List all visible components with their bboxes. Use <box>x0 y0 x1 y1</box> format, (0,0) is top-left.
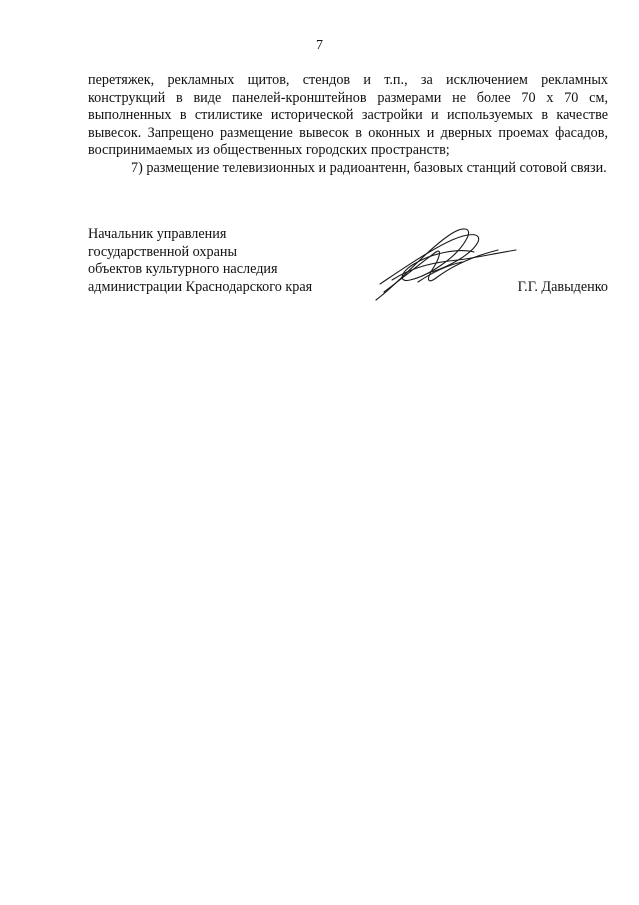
signatory-title-line: администрации Краснодарского края <box>88 278 313 295</box>
signatory-title-line: государственной охраны <box>88 243 238 260</box>
signatory-title-line: Начальник управления <box>88 226 227 242</box>
page-number: 7 <box>316 38 323 53</box>
signatory-title-line: объектов культурного наследия <box>88 261 278 278</box>
signer-name: Г.Г. Давыденко <box>517 279 608 295</box>
body-text <box>88 72 608 178</box>
signatory-title <box>88 226 312 296</box>
paragraph-list-item-7: 7) размещение телевизионных и радиоантенн, базовых станций сотовой связи. <box>131 159 607 176</box>
paragraph: перетяжек, рекламных щитов, стендов и т.п., за исключением рекламных конструкций в виде панелей-кронштейнов размерами не более 70 х 70 см, выполненных в стилистике исторической застройки и используемых в качестве вывесок. Запрещено размещение вывесок в оконных и дверных проемах фасадов, воспринимаемых из общественных городских пространств; <box>88 72 608 159</box>
